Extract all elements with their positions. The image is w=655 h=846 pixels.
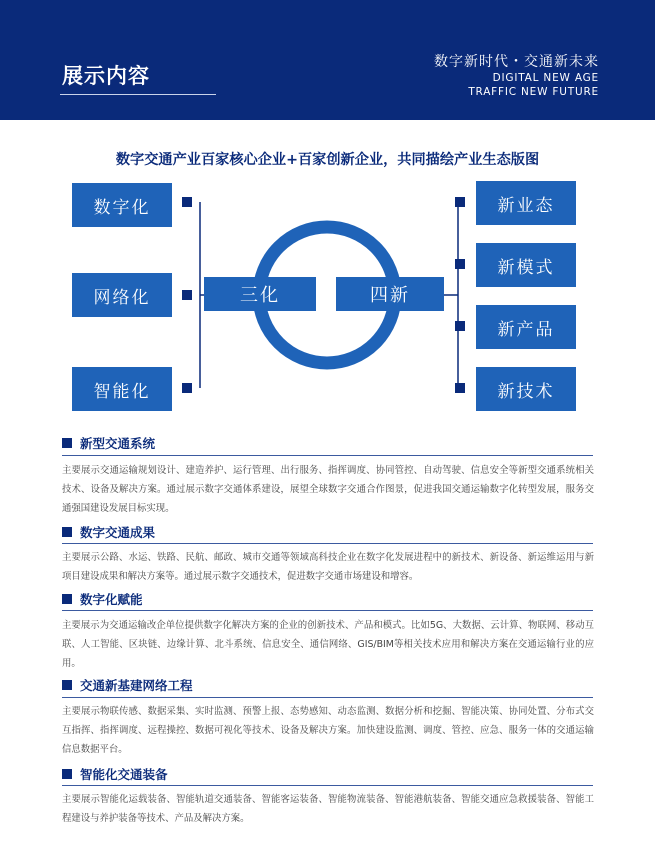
main-heading: 数字交通产业百家核心企业+百家创新企业，共同描绘产业生态版图 <box>115 152 540 168</box>
section-bullet <box>62 527 72 537</box>
connector-square <box>455 383 465 393</box>
title-underline <box>60 94 216 95</box>
section-heading <box>62 676 193 694</box>
section-heading <box>62 590 143 608</box>
header-banner <box>0 0 655 120</box>
section-body: 主要展示为交通运输改企单位提供数字化解决方案的企业的创新技术、产品和模式。比如5G、大数据、云计算、物联网、移动互联、人工智能、区块链、边缘计算、北斗系统、信息安全、通信网络、GIS/BIM等相关技术应用和解决方案在交通运输行业的应用。 <box>62 620 594 669</box>
section-divider <box>62 785 593 786</box>
section-body: 主要展示物联传感、数据采集、实时监测、预警上报、态势感知、动态监测、数据分析和挖掘、智能决策、协同处置、分布式交互指挥、指挥调度、远程操控、数据可视化等技术、设备及解决方案。加快建设监测、调度、管控、应急、服务一体的交通运输信息数据平台。 <box>62 706 594 755</box>
section-body: 主要展示交通运输规划设计、建造养护、运行管理、出行服务、指挥调度、协同管控、自动驾驶、信息安全等新型交通系统相关技术、设备及解决方案。通过展示数字交通体系建设，展望全球数字交通合作图景，促进我国交通运输数字化转型发展，服务交通强国建设发展目标实现。 <box>62 465 594 514</box>
section-divider <box>62 610 593 611</box>
section-heading <box>62 434 155 452</box>
section-heading <box>62 765 168 783</box>
connector-square <box>182 383 192 393</box>
section-heading <box>62 523 155 541</box>
section-body: 主要展示智能化运载装备、智能轨道交通装备、智能客运装备、智能物流装备、智能港航装备、智能交通应急救援装备、智能工程建设与养护装备等技术、产品及解决方案。 <box>62 794 594 824</box>
right-item-new-technology: 新技术 <box>476 367 576 411</box>
section-divider <box>62 543 593 544</box>
section-title: 交通新基建网络工程 <box>80 678 193 693</box>
center-pill-right: 四新 <box>336 277 444 311</box>
connector-square <box>455 321 465 331</box>
slogan-text: 数字新时代・交通新未来 <box>434 54 599 70</box>
section-title: 新型交通系统 <box>80 436 156 451</box>
connector-square <box>455 197 465 207</box>
section-bullet <box>62 594 72 604</box>
left-item-networking: 网络化 <box>72 273 172 317</box>
section-divider <box>62 697 593 698</box>
section-title: 数字交通成果 <box>80 525 156 540</box>
section-divider <box>62 455 593 456</box>
slogan-english-line-2: TRAFFIC NEW FUTURE <box>468 86 599 98</box>
center-pill-left: 三化 <box>204 277 316 311</box>
section-bullet <box>62 438 72 448</box>
section-bullet <box>62 769 72 779</box>
section-title: 智能化交通装备 <box>80 767 168 782</box>
right-item-new-model: 新模式 <box>476 243 576 287</box>
left-item-intelligence: 智能化 <box>72 367 172 411</box>
connector-square <box>182 290 192 300</box>
right-item-new-business: 新业态 <box>476 181 576 225</box>
ecosystem-diagram <box>0 175 655 420</box>
section-body: 主要展示公路、水运、铁路、民航、邮政、城市交通等领域高科技企业在数字化发展进程中的新技术、新设备、新运维运用与新项目建设成果和解决方案等。通过展示数字交通技术，促进数字交通市场建设和增容。 <box>62 552 594 582</box>
connector-square <box>182 197 192 207</box>
connector-square <box>455 259 465 269</box>
page-title: 展示内容 <box>62 64 150 88</box>
right-item-new-product: 新产品 <box>476 305 576 349</box>
left-item-digitalization: 数字化 <box>72 183 172 227</box>
section-title: 数字化赋能 <box>80 592 143 607</box>
section-bullet <box>62 680 72 690</box>
slogan-english-line-1: DIGITAL NEW AGE <box>492 72 599 84</box>
